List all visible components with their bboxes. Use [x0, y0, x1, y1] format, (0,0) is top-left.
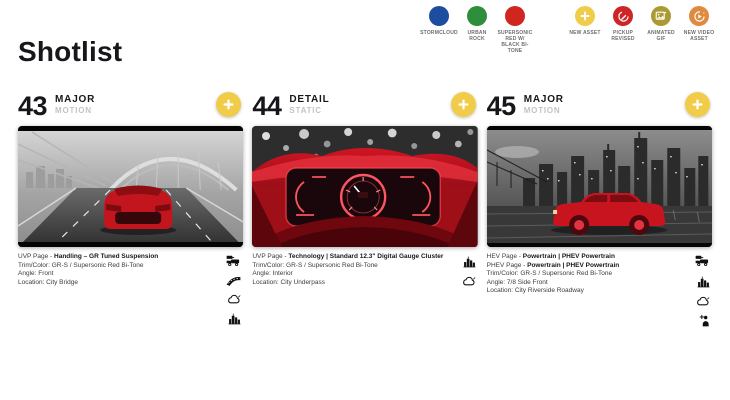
shot-card-43: [18, 92, 243, 327]
shot-number: 44: [252, 91, 282, 121]
page-ref: UVP Page -: [252, 253, 289, 260]
shot-subtype: MOTION: [523, 106, 561, 115]
add-shot-button[interactable]: [216, 92, 241, 117]
cloud-icon: [227, 294, 241, 304]
shot-type: MAJOR: [55, 94, 96, 105]
card-info: [18, 253, 243, 325]
shot-type-block: [289, 95, 329, 115]
camera-car-icon: [226, 255, 241, 267]
angle-line: Angle: 7/8 Side Front: [486, 278, 548, 286]
shot-number: 43: [18, 91, 48, 121]
page-ref: UVP Page -: [18, 253, 55, 260]
plus-icon: [691, 98, 704, 111]
legend-color-supersonic-red: [498, 6, 532, 54]
legend: [422, 6, 716, 54]
card-header: [18, 92, 243, 126]
legend-color-stormcloud: [422, 6, 456, 54]
cloud-icon: [696, 296, 710, 306]
shot-description: [18, 253, 217, 325]
plus-icon: [457, 98, 470, 111]
legend-colors: [422, 6, 532, 54]
angle-line: Angle: Interior: [252, 270, 293, 278]
city-skyline-icon: [228, 312, 241, 325]
shot-title: Handling – GR Tuned Suspension: [54, 253, 159, 260]
shot-card-44: [252, 92, 477, 327]
animated-image-icon: [651, 6, 671, 26]
card-header: [487, 92, 712, 126]
plus-icon: [222, 98, 235, 111]
legend-badge-pickup-revised: [606, 6, 640, 54]
shot-card-45: [487, 92, 712, 327]
legend-color-urban-rock: [460, 6, 494, 54]
shot-number: 45: [486, 91, 516, 121]
add-shot-button[interactable]: [685, 92, 710, 117]
shot-title: Technology | Standard 12.3" Digital Gauge Cluster: [288, 253, 444, 260]
legend-badge-new-video: [682, 6, 716, 54]
shot-type: MAJOR: [523, 94, 564, 105]
card-header: [252, 92, 477, 126]
shot-description: [252, 253, 451, 287]
angle-line: Angle: Front: [18, 270, 54, 278]
pencil-revised-icon: [613, 6, 633, 26]
add-shot-button[interactable]: [451, 92, 476, 117]
location-line: Location: City Underpass: [252, 278, 325, 286]
trim-color-line: Trim/Color: GR-S / Supersonic Red Bi-Tone: [486, 270, 613, 278]
plus-icon: [575, 6, 595, 26]
shot-subtype: MOTION: [55, 106, 92, 115]
shot-cards: [18, 92, 712, 327]
shot-title: Powertrain | PHEV Powertrain: [522, 253, 615, 260]
city-skyline-icon: [697, 275, 710, 288]
person-add-icon: [699, 314, 710, 327]
shot-thumbnail-bridge[interactable]: [18, 126, 243, 247]
supersonic-red-color-dot: [505, 6, 525, 26]
road-icon: [226, 275, 241, 286]
location-line: Location: City Riverside Roadway: [486, 287, 584, 295]
trim-color-line: Trim/Color: GR-S / Supersonic Red Bi-Tone: [252, 261, 378, 269]
shot-description: [487, 253, 686, 327]
stormcloud-color-dot: [429, 6, 449, 26]
legend-badges: [568, 6, 716, 54]
shot-type: DETAIL: [289, 94, 330, 105]
shot-tag-icons: [686, 253, 712, 327]
trim-color-line: Trim/Color: GR-S / Supersonic Red Bi-Tone: [18, 261, 144, 269]
shot-subtype: STATIC: [289, 106, 322, 115]
shot-type-block: [55, 95, 95, 115]
shot-type-block: [524, 95, 564, 115]
location-line: Location: City Bridge: [18, 278, 78, 286]
shot-thumbnail-gauge-cluster[interactable]: [252, 126, 477, 247]
page-ref: HEV Page -: [486, 253, 523, 260]
shot-thumbnail-city-suv[interactable]: [487, 126, 712, 247]
shot-tag-icons: [217, 253, 243, 325]
page-ref: PHEV Page -: [486, 261, 528, 269]
video-asset-icon: [689, 6, 709, 26]
legend-badge-animated-gif: [644, 6, 678, 54]
camera-car-icon: [695, 255, 710, 267]
card-info: [252, 253, 477, 287]
legend-label: URBAN ROCK: [467, 30, 487, 42]
shot-tag-icons: [452, 253, 478, 287]
legend-label: ANIMATED GIF: [647, 30, 675, 42]
legend-label: SUPERSONIC RED W/ BLACK BI-TONE: [497, 30, 533, 54]
card-info: [487, 253, 712, 327]
urban-rock-color-dot: [467, 6, 487, 26]
legend-label: NEW ASSET: [569, 30, 601, 36]
legend-badge-new-asset: [568, 6, 602, 54]
legend-label: PICKUP REVISED: [611, 30, 635, 42]
city-skyline-icon: [463, 255, 476, 268]
shot-title: Powertrain | PHEV Powertrain: [527, 261, 620, 269]
cloud-icon: [462, 276, 476, 286]
legend-label: NEW VIDEO ASSET: [683, 30, 715, 42]
legend-label: STORMCLOUD: [420, 30, 458, 36]
page-title: Shotlist: [18, 36, 123, 67]
